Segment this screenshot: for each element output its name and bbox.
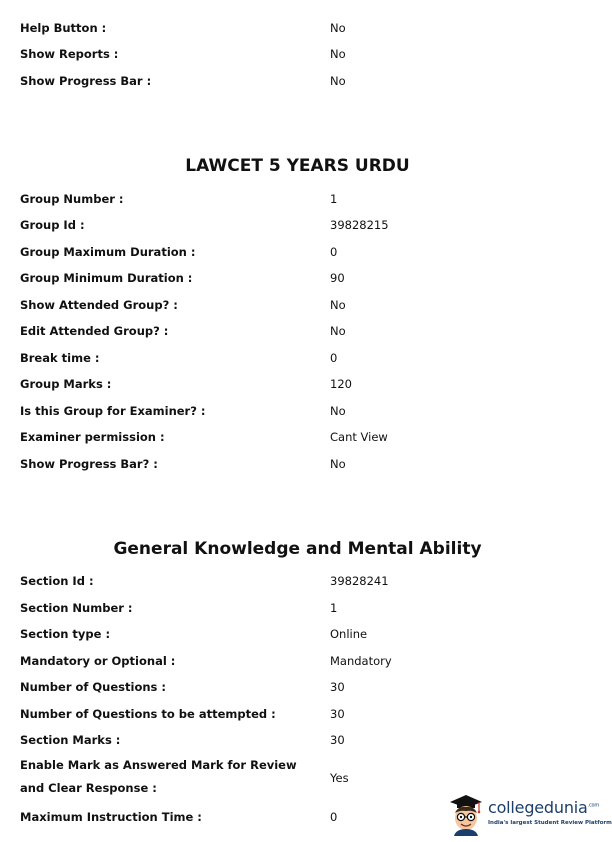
field-value: 1 <box>330 601 338 615</box>
field-value: No <box>330 457 346 471</box>
field-value: Mandatory <box>330 654 392 668</box>
field-value: 39828215 <box>330 218 389 232</box>
field-label: Section type : <box>20 627 111 641</box>
field-value: 30 <box>330 733 345 747</box>
field-label: Show Progress Bar? : <box>20 457 158 471</box>
field-label: Show Attended Group? : <box>20 298 178 312</box>
field-value: No <box>330 21 346 35</box>
mascot-icon <box>446 792 486 836</box>
field-value: No <box>330 298 346 312</box>
field-label: Edit Attended Group? : <box>20 324 169 338</box>
field-value: 120 <box>330 377 352 391</box>
field-value: Yes <box>330 771 349 785</box>
field-value: 30 <box>330 707 345 721</box>
field-label: Maximum Instruction Time : <box>20 810 202 824</box>
field-label: Help Button : <box>20 21 107 35</box>
collegedunia-logo <box>446 792 612 836</box>
section-title: General Knowledge and Mental Ability <box>113 539 482 559</box>
field-value: Online <box>330 627 368 641</box>
field-label: Mandatory or Optional : <box>20 654 176 668</box>
field-label: Enable Mark as Answered Mark for Review and Clear Response : <box>20 758 297 795</box>
field-value: 0 <box>330 245 338 259</box>
field-value: No <box>330 404 346 418</box>
field-value: No <box>330 47 346 61</box>
field-label: Show Progress Bar : <box>20 74 152 88</box>
field-value: 1 <box>330 192 338 206</box>
field-label: Section Number : <box>20 601 133 615</box>
field-value: 0 <box>330 351 338 365</box>
field-value: No <box>330 74 346 88</box>
logo-brand-suffix: .com <box>587 802 600 809</box>
logo-wordmark <box>488 798 599 817</box>
logo-tagline: India's largest Student Review Platform <box>488 820 612 826</box>
field-label: Group Number : <box>20 192 124 206</box>
field-label: Number of Questions to be attempted : <box>20 707 276 721</box>
field-label: Break time : <box>20 351 100 365</box>
field-value: 90 <box>330 271 345 285</box>
field-label: Section Marks : <box>20 733 121 747</box>
logo-brand-text: collegedunia <box>488 798 588 817</box>
field-label: Group Minimum Duration : <box>20 271 193 285</box>
field-value: No <box>330 324 346 338</box>
field-label: Number of Questions : <box>20 680 166 694</box>
field-label: Group Marks : <box>20 377 112 391</box>
field-label: Group Id : <box>20 218 85 232</box>
field-label: Examiner permission : <box>20 430 165 444</box>
field-label: Is this Group for Examiner? : <box>20 404 206 418</box>
group-title: LAWCET 5 YEARS URDU <box>185 156 410 176</box>
field-value: 0 <box>330 810 338 824</box>
field-value: Cant View <box>330 430 388 444</box>
field-value: 39828241 <box>330 574 389 588</box>
field-label: Show Reports : <box>20 47 119 61</box>
field-label: Section Id : <box>20 574 94 588</box>
field-label: Group Maximum Duration : <box>20 245 196 259</box>
field-value: 30 <box>330 680 345 694</box>
